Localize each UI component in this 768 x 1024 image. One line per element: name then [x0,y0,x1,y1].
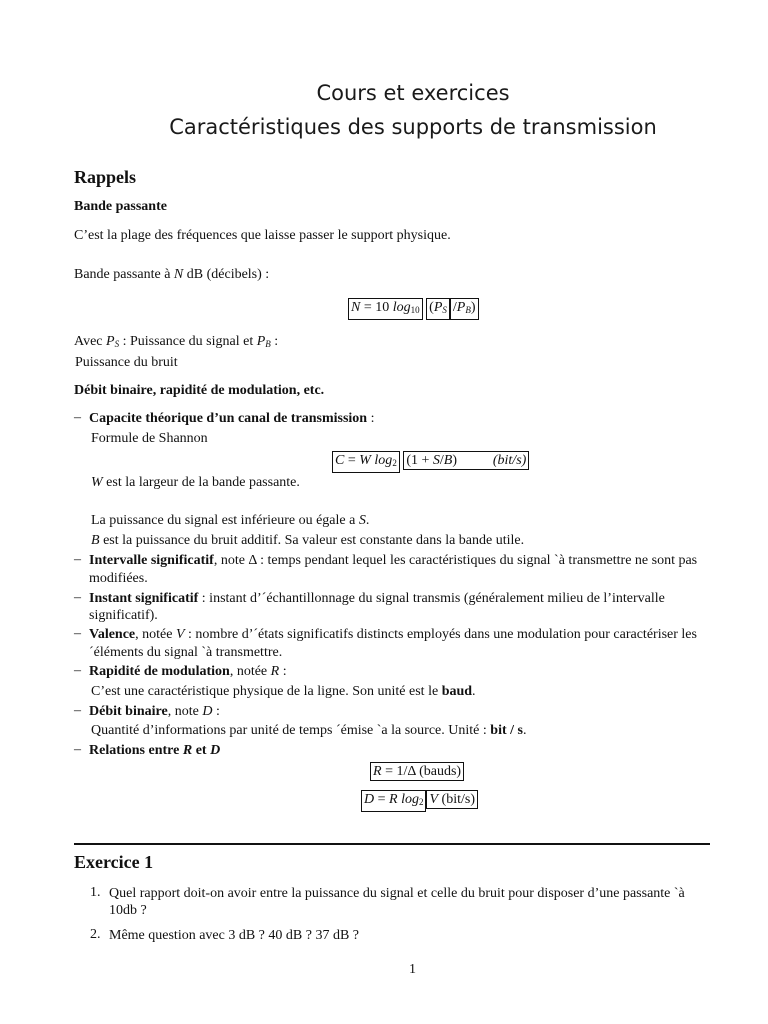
question-number: 1. [90,885,101,900]
intervalle-significatif-line-1: Intervalle significatif, note Δ : temps pendant lequel les caractéristiques du signal `à transmettre ne sont pas [89,553,698,568]
question-number: 2. [90,927,101,942]
intervalle-significatif-line-2: modifiées. [89,571,148,586]
rapidite-modulation-description: C’est une caractéristique physique de la ligne. Son unité est le baud. [91,684,476,699]
bullet-dash: – [74,590,81,605]
document-title-line-1: Cours et exercices [316,81,510,105]
formula-shannon: C = W $\log_2 (1 + S/B)$ (bit/s) [332,451,529,473]
question-2-line-1: Même question avec 3 dB ? 40 dB ? 37 dB ? [109,928,360,943]
formula-n-decibels: N = 10 $\log_{10} (P_S$ $/P_B$) [348,298,479,320]
avec-definition-line-1: Avec $P_S$ : Puissance du signal et $P_B$ : [74,334,279,349]
question-1-line-1: Quel rapport doit-on avoir entre la puissance du signal et celle du bruit pour disposer d’une passante `à [109,886,685,901]
valence-line-2: ´éléments du signal `à transmettre. [89,645,283,660]
question-1-line-2: 10db ? [109,903,147,918]
debit-binaire-title: Débit binaire, note D : [89,704,220,719]
bullet-dash: – [74,626,81,641]
shannon-formule-label: Formule de Shannon [91,431,208,446]
shannon-w-description: W est la largeur de la bande passante. [91,475,300,490]
bullet-dash: – [74,703,81,718]
rapidite-modulation-title: Rapidité de modulation, notée R : [89,664,287,679]
valence-line-1: Valence, notée V : nombre d’´états significatifs distincts employés dans une modulation pour caractériser les [89,627,697,642]
bande-passante-ndb-line: Bande passante à N dB (décibels) : [74,267,270,282]
subheading-debit-binaire: Débit binaire, rapidité de modulation, etc. [74,383,325,398]
bullet-dash: – [74,410,81,425]
bullet-dash: – [74,663,81,678]
shannon-b-description: B est la puissance du bruit additif. Sa valeur est constante dans la bande utile. [91,533,525,548]
section-heading-exercice-1: Exercice 1 [74,852,154,872]
instant-significatif-line-2: significatif). [89,608,158,623]
formula-debit: D = R $\log_2 V$ (bit/s) [361,790,478,812]
section-heading-rappels: Rappels [74,167,137,187]
shannon-s-description: La puissance du signal est inférieure ou égale a S. [91,513,370,528]
avec-definition-line-2: Puissance du bruit [75,355,178,370]
page-number: 1 [409,962,416,977]
bande-passante-definition: C’est la plage des fréquences que laisse passer le support physique. [74,228,451,243]
formula-rapidite: R = 1/Δ (bauds) [370,762,464,781]
shannon-title: Capacite théorique d’un canal de transmission : [89,411,375,426]
document-title-line-2: Caractéristiques des supports de transmission [169,115,657,139]
bullet-dash: – [74,742,81,757]
debit-binaire-description: Quantité d’informations par unité de temps ´émise `a la source. Unité : bit / s. [91,723,527,738]
instant-significatif-line-1: Instant significatif : instant d’´échantillonnage du signal transmis (généralement milieu de l’intervalle [89,591,665,606]
relations-title: Relations entre R et D [89,743,221,758]
section-divider [74,843,710,845]
subheading-bande-passante: Bande passante [74,199,167,214]
bullet-dash: – [74,552,81,567]
